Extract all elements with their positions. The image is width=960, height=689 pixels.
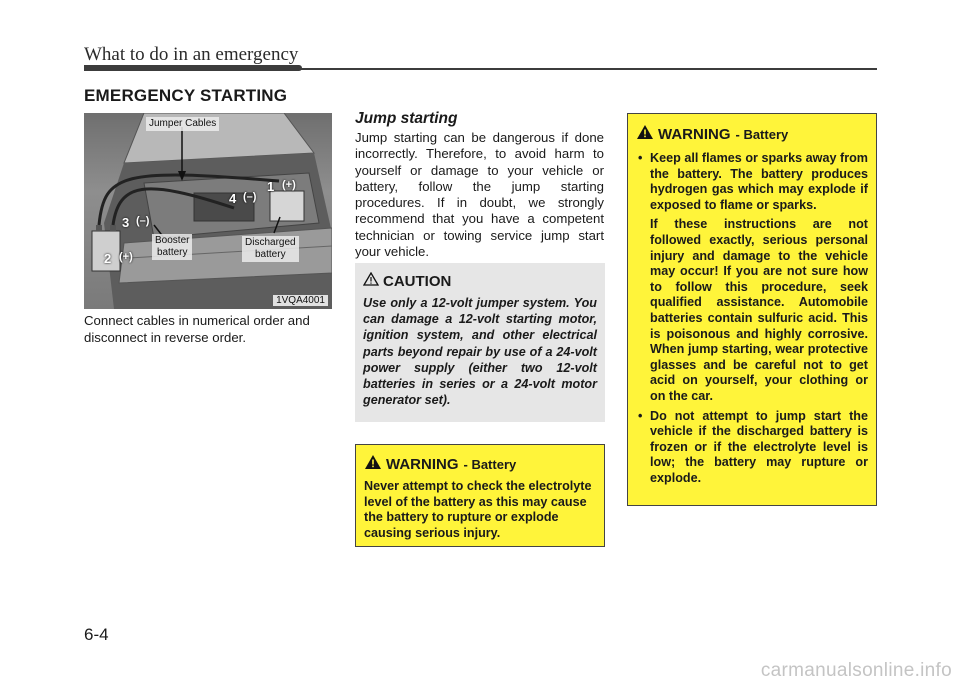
warning-triangle-icon [636, 124, 654, 145]
caution-triangle-icon [363, 272, 379, 291]
list-item [636, 409, 868, 487]
terminal-number-1: 1 [267, 179, 275, 194]
header-rule-thin [294, 68, 877, 70]
jump-starting-body: Jump starting can be dangerous if done incorrectly. Therefore, to avoid harm to yourself or damage to your vehicle or battery, follow the jump starting procedures. If in doubt, we strongly recommend that you have a competent technician or towing service jump start your vehicle. [355, 130, 604, 260]
warning-triangle-icon [364, 454, 382, 475]
section-title: EMERGENCY STARTING [84, 86, 288, 105]
jump-starting-heading: Jump starting [355, 110, 458, 127]
warning2-item1-para2: If these instructions are not followed exactly, serious personal injury and damage to the vehicle may occur! If you are not sure how to follow this procedure, seek qualified assistance. Automobile batteries contain sulfuric acid. This is poisonous and highly corrosive. When jump starting, wear protective glasses and be careful not to get acid on yourself, your clothing or on the car. [650, 217, 868, 403]
warning2-subtitle: - Battery [735, 127, 789, 142]
label-discharged-battery: Discharged battery [242, 236, 299, 262]
warning2-list [636, 151, 868, 486]
list-item [636, 151, 868, 405]
terminal-sign-1: (+) [282, 179, 296, 191]
warning1-text: Never attempt to check the electrolyte level of the battery as this may cause the battery to rupture or explode causing serious injury. [364, 479, 592, 540]
terminal-sign-2: (+) [119, 251, 133, 263]
warning2-item2: • Do not attempt to jump start the vehicle if the discharged battery is frozen or if the electrolyte level is low; the battery may rupture or explode. [650, 408, 868, 485]
header-rule-thick [84, 65, 302, 71]
page-number: 6-4 [84, 625, 109, 644]
caution-box [355, 263, 605, 422]
warning2-title: WARNING [658, 126, 731, 143]
header-rule [84, 65, 877, 71]
chapter-title: What to do in an emergency [84, 44, 299, 65]
engine-bay-drawing [84, 113, 332, 309]
warning-box-battery [627, 113, 877, 506]
warning1-title: WARNING [386, 456, 459, 473]
caution-title: CAUTION [383, 273, 452, 290]
label-booster-battery: Booster battery [152, 234, 192, 260]
terminal-sign-3: (–) [136, 215, 150, 227]
warning1-subtitle: - Battery [463, 457, 517, 472]
label-jumper-cables: Jumper Cables [146, 117, 219, 131]
warning2-item1-para1: • Keep all flames or sparks away from the battery. The battery produces hydrogen gas which may explode if exposed to flame or sparks. [650, 151, 868, 212]
figure-caption: Connect cables in numerical order and disconnect in reverse order. [84, 313, 310, 345]
terminal-number-2: 2 [104, 251, 112, 266]
watermark: carmanualsonline.info [760, 660, 952, 681]
warning-box-electrolyte [355, 444, 605, 547]
terminal-sign-4: (–) [243, 191, 257, 203]
terminal-number-4: 4 [229, 191, 237, 206]
terminal-number-3: 3 [122, 215, 130, 230]
figure-code: 1VQA4001 [273, 295, 328, 306]
jump-start-illustration [84, 113, 332, 309]
caution-text: Use only a 12-volt jumper system. You can damage a 12-volt starting motor, ignition system, and other electrical parts beyond repair by use of a 24-volt power supply (either two 12-volt batteries in series or a 24-volt motor generator set). [363, 296, 597, 408]
